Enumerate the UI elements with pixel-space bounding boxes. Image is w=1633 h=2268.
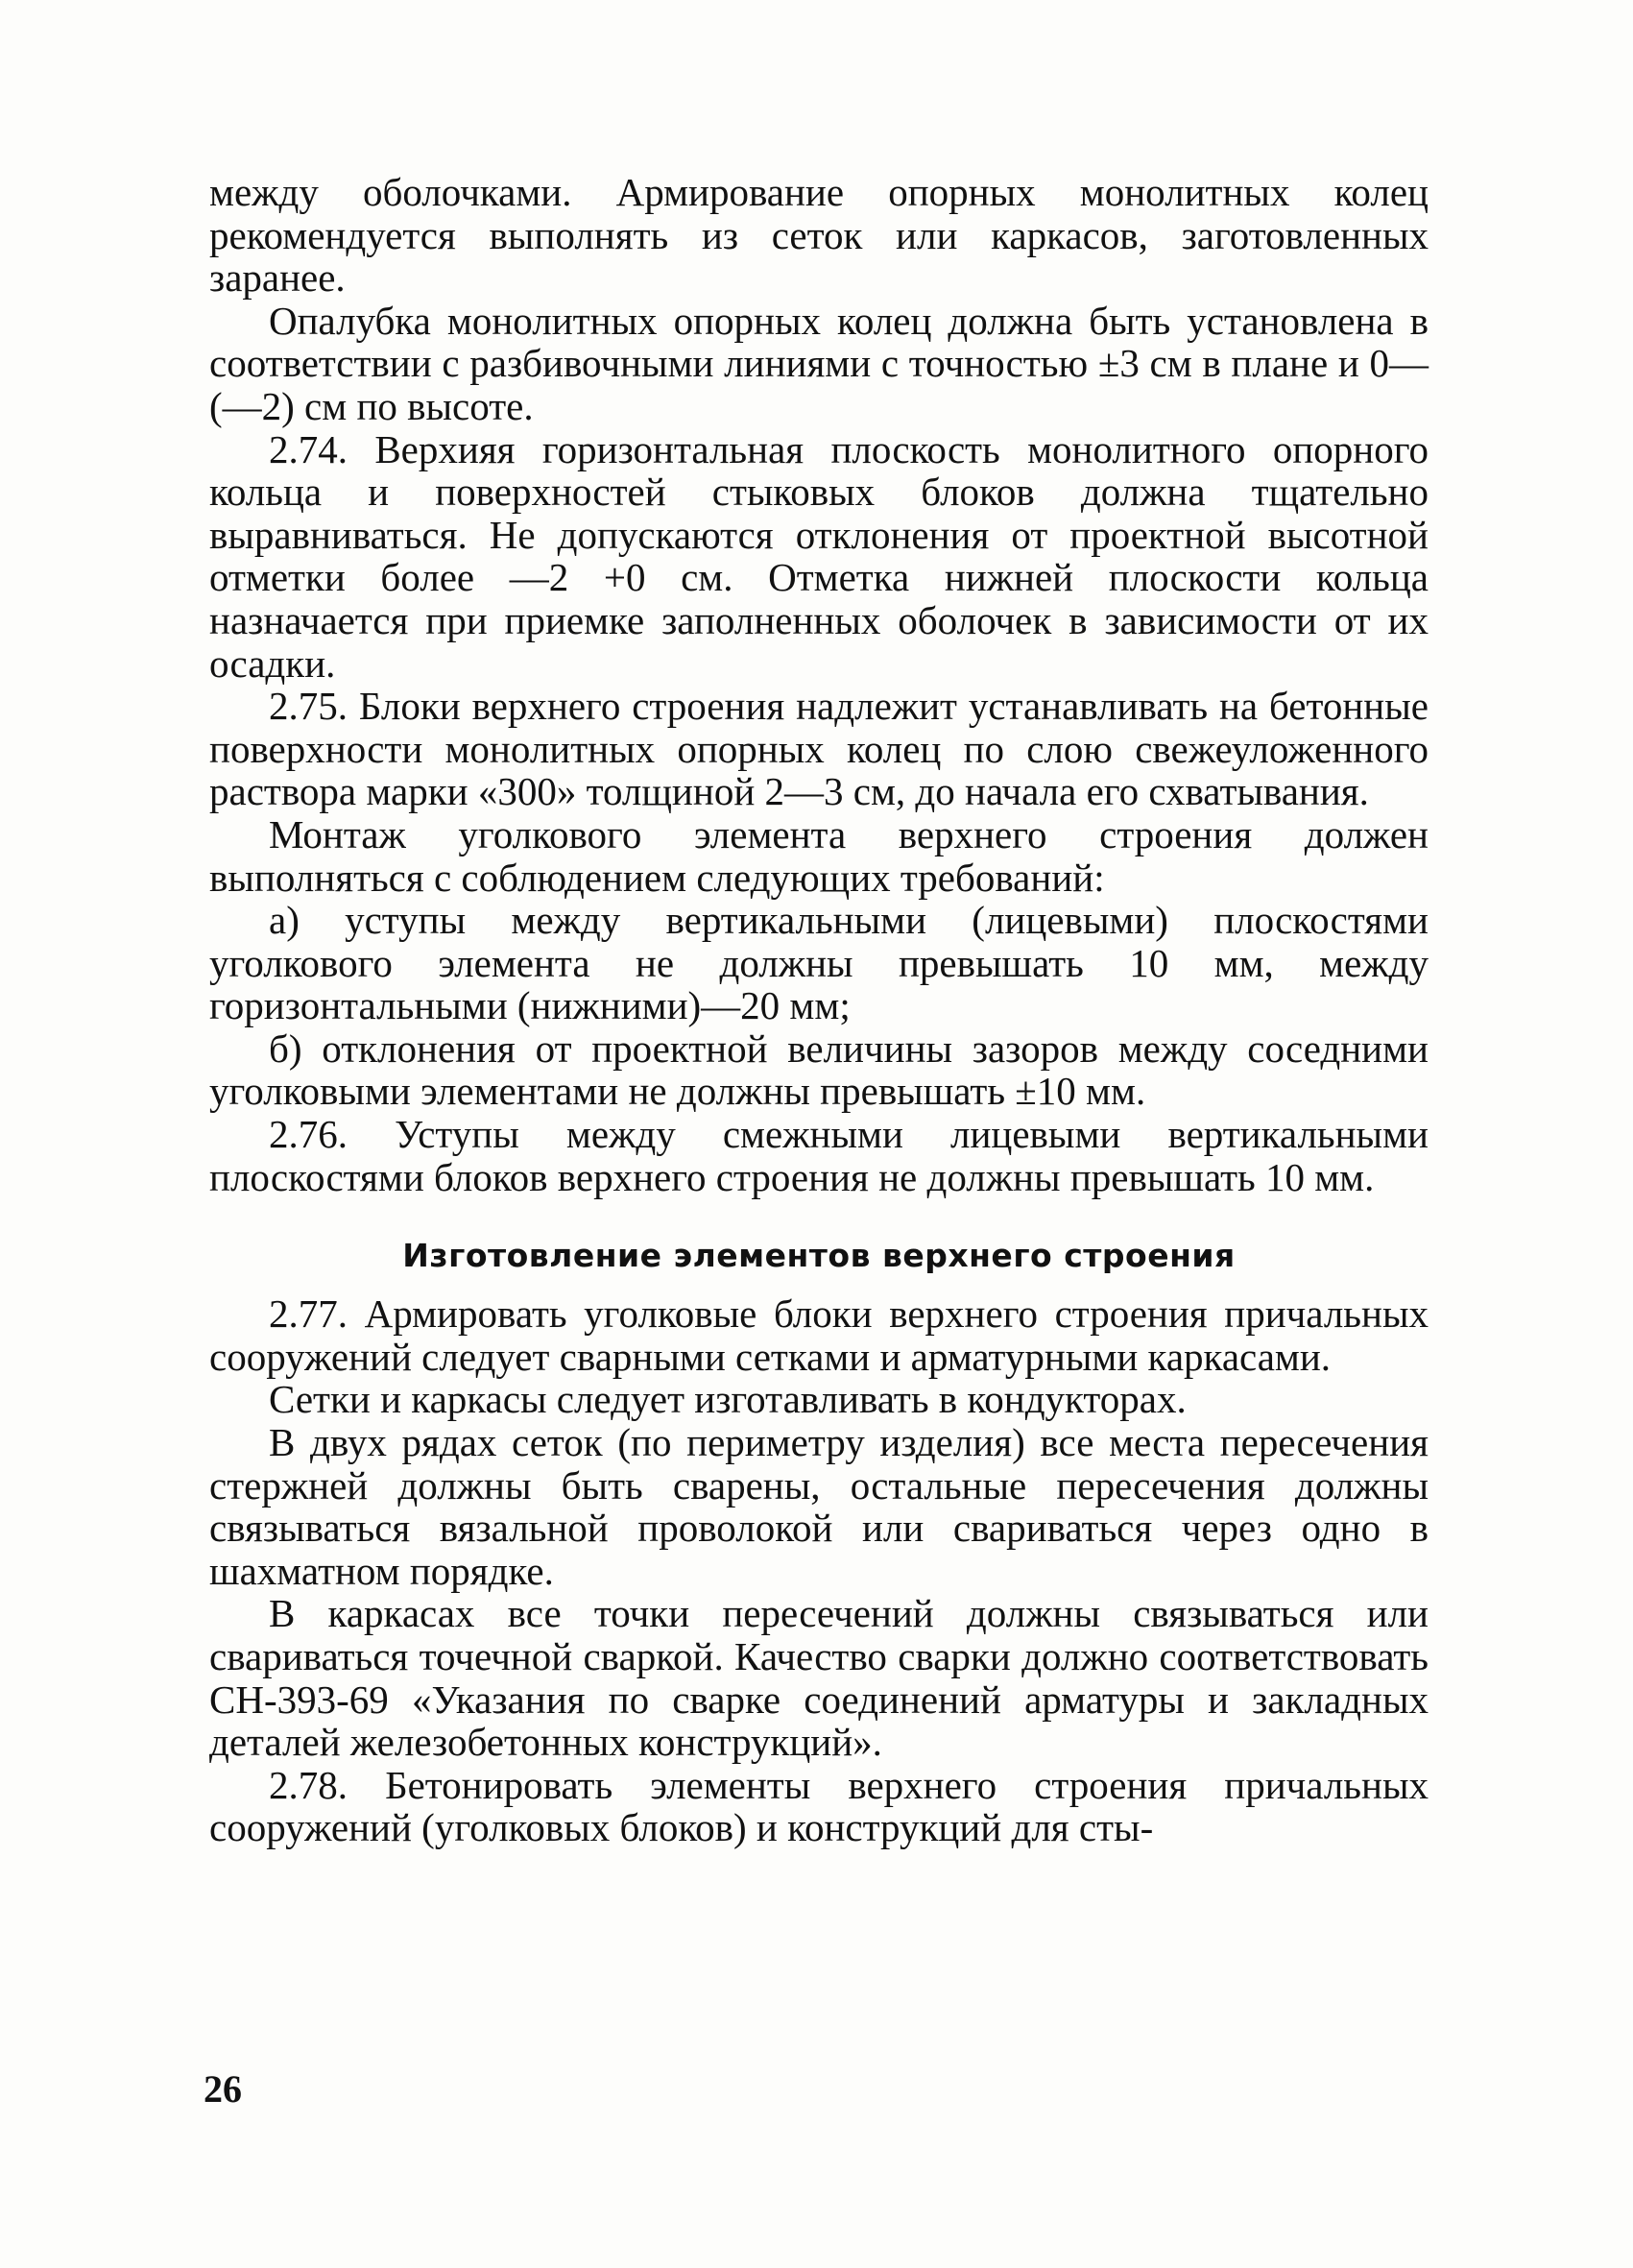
section-heading: Изготовление элементов верхнего строения	[402, 1237, 1236, 1275]
paragraph-mounting-requirements: Монтаж уголкового элемента верхнего строения должен выполняться с соблюдением следующих требований:	[209, 811, 1429, 900]
paragraph-2-76: 2.76. Уступы между смежными лицевыми вертикальными плоскостями блоков верхнего строения не должны превышать 10 мм.	[209, 1112, 1429, 1199]
page-number: 26	[204, 2067, 242, 2111]
paragraph-conductors: Сетки и каркасы следует изготавливать в кондукторах.	[269, 1377, 1187, 1422]
paragraph-welding-quality: В каркасах все точки пересечений должны связываться или свариваться точечной сваркой. Качество сварки должно соответствовать СН-393-69 «Указания по сварке соединений арматуры и закладных деталей железобетонных конструкций».	[209, 1591, 1429, 1765]
paragraph-formwork: Опалубка монолитных опорных колец должна быть установлена в соответствии с разбивочными линиями с точностью ±3 см в плане и 0—(—2) см по высоте.	[209, 298, 1429, 428]
paragraph-mesh-rows: В двух рядах сеток (по периметру изделия) все места пересечения стержней должны быть сварены, остальные пересечения должны связываться вязальной проволокой или свариваться через одно в шахматном порядке.	[209, 1420, 1429, 1593]
body-text	[209, 171, 1429, 1849]
list-item-b: б) отклонения от проектной величины зазоров между соседними уголковыми элементами не должны превышать ±10 мм.	[209, 1025, 1429, 1114]
list-item-a: а) уступы между вертикальными (лицевыми) плоскостями уголкового элемента не должны превышать 10 мм, между горизонтальными (нижними)—20 мм;	[209, 898, 1429, 1028]
paragraph-continuation: между оболочками. Армирование опорных монолитных колец рекомендуется выполнять из сеток или каркасов, заготовленных заранее.	[209, 170, 1429, 301]
paragraph-2-75: 2.75. Блоки верхнего строения надлежит устанавливать на бетонные поверхности монолитных опорных колец по слою свежеуложенного раствора марки «300» толщиной 2—3 см, до начала его схватывания.	[209, 684, 1429, 814]
paragraph-2-77: 2.77. Армировать уголковые блоки верхнего строения причальных сооружений следует сварными сетками и арматурными каркасами.	[209, 1291, 1429, 1379]
paragraph-2-78: 2.78. Бетонировать элементы верхнего строения причальных сооружений (уголковых блоков) и конструкций для сты-	[209, 1762, 1429, 1850]
paragraph-2-74: 2.74. Верхияя горизонтальная плоскость монолитного опорного кольца и поверхностей стыковых блоков должна тщательно выравниваться. Не допускаются отклонения от проектной высотной отметки более —2 +0 см. Отметка нижней плоскости кольца назначается при приемке заполненных оболочек в зависимости от их осадки.	[209, 426, 1429, 686]
